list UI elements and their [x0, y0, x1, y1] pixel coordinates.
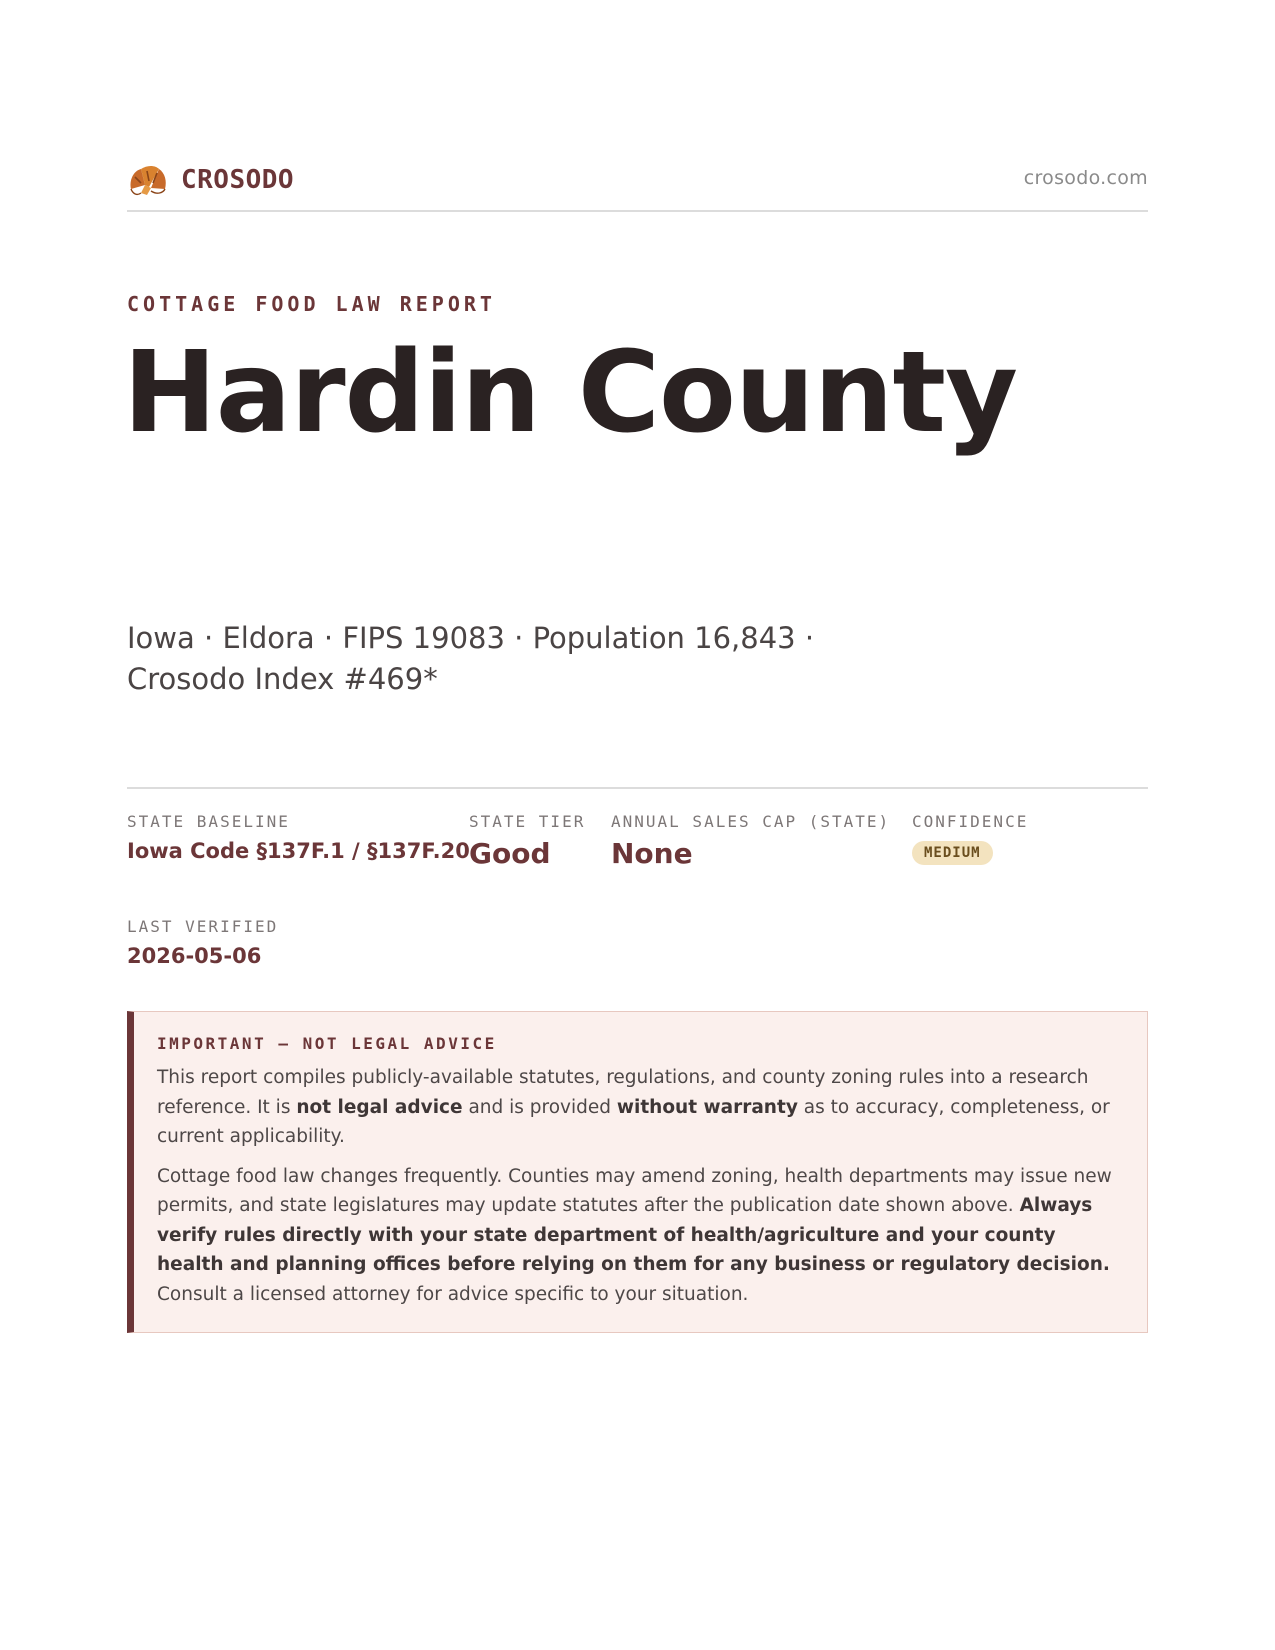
stat-sales-cap: [611, 812, 890, 870]
stat-value: 2026-05-06: [127, 944, 262, 968]
notice-text: and is provided: [462, 1096, 617, 1118]
brand-name: CROSODO: [181, 165, 295, 195]
legal-notice: [127, 1011, 1148, 1333]
stat-label: CONFIDENCE: [912, 812, 1029, 831]
stat-value: None: [611, 837, 693, 870]
notice-paragraph: [157, 1063, 1121, 1152]
stat-confidence: [912, 812, 1028, 865]
notice-text: This report compiles publicly-available statutes, regulations, and county zoning rules into a research reference. It is: [157, 1067, 1089, 1118]
stat-last-verified: [127, 917, 278, 968]
stat-value: Iowa Code §137F.1 / §137F.20: [127, 839, 470, 863]
stat-label: STATE TIER: [469, 812, 586, 831]
notice-title: IMPORTANT — NOT LEGAL ADVICE: [157, 1034, 497, 1053]
stat-label: ANNUAL SALES CAP (STATE): [611, 812, 891, 831]
confidence-badge: MEDIUM: [912, 841, 993, 865]
stat-label: STATE BASELINE: [127, 812, 290, 831]
notice-text: Consult a licensed attorney for advice specific to your situation.: [157, 1283, 749, 1305]
notice-emphasis: without warranty: [616, 1096, 798, 1118]
section-divider: [127, 787, 1148, 789]
report-eyebrow: COTTAGE FOOD LAW REPORT: [127, 292, 496, 316]
stat-state-baseline: [127, 812, 470, 863]
croissant-icon: [127, 161, 169, 199]
report-subtitle: Iowa · Eldora · FIPS 19083 · Population 16,843 · Crosodo Index #469*: [127, 621, 815, 696]
stat-state-tier: [469, 812, 585, 870]
page-title: Hardin County: [123, 328, 1017, 458]
brand[interactable]: [127, 161, 294, 199]
notice-paragraph: [157, 1162, 1121, 1310]
site-url[interactable]: crosodo.com: [1023, 167, 1148, 189]
stat-value: Good: [469, 837, 551, 870]
notice-text: Cottage food law changes frequently. Counties may amend zoning, health departments may issue new permits, and state legislatures may update statutes after the publication date shown above.: [157, 1165, 1112, 1216]
page-header: [127, 155, 1148, 212]
notice-text: as to accuracy, completeness, or current applicability.: [157, 1096, 1110, 1147]
notice-emphasis: Always verify rules directly with your state department of health/agriculture and your county health and planning offices before relying on them for any business or regulatory decision.: [157, 1195, 1110, 1275]
notice-emphasis: not legal advice: [296, 1096, 463, 1118]
stat-label: LAST VERIFIED: [127, 917, 279, 936]
